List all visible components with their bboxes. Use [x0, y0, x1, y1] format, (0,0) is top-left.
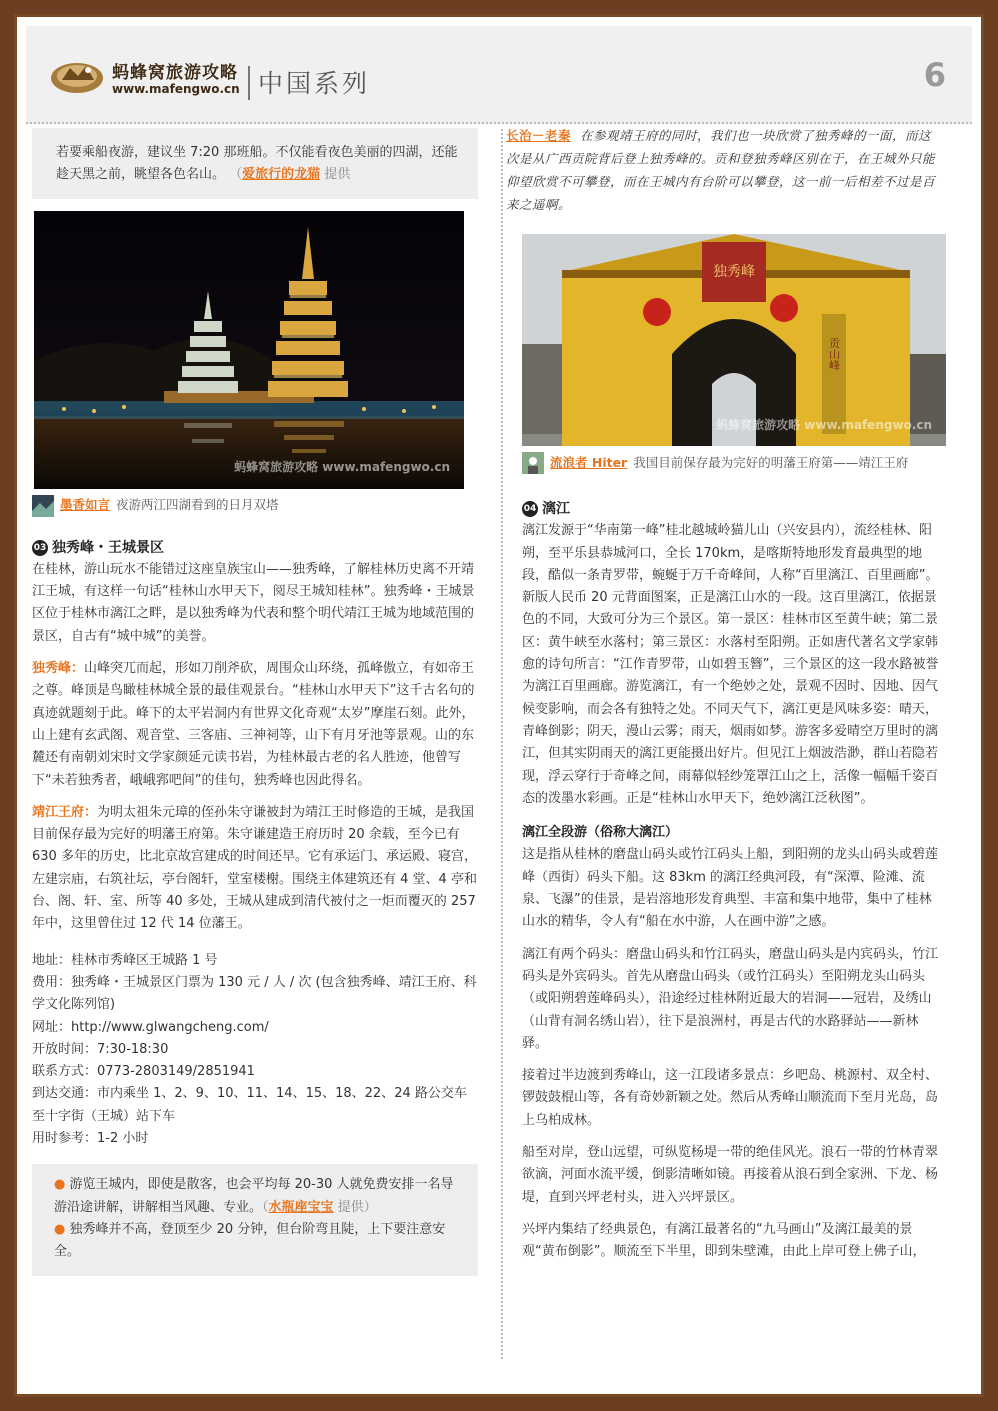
- photo2-author-link[interactable]: 流浪者 Hiter: [550, 454, 628, 470]
- section-title: 漓江: [542, 501, 570, 517]
- jingjiang-text: 为明太祖朱元璋的侄孙朱守谦被封为靖江王时修造的王城，是我国目前保存最为完好的明藩王府第。朱守谦建造王府历时 20 余载，至今已有 630 多年的历史，比北京故宫建成的时间还早。它有承运门、承运殿、寝宫，左建宗庙，右筑社坛，亭台阁轩，堂室楼榭。围绕主体建筑还有 4 堂、4 亭和台、阁、轩、室、所等 40 多处，王城从建成到清代被付之一炬而覆灭的 257 年中，这里曾住过 12 代 14 位藩王。: [32, 804, 477, 932]
- photo-author-link[interactable]: 墨香如言: [60, 497, 111, 513]
- info-list: [32, 950, 478, 1151]
- tip-text: 若要乘船夜游，建议坐 7:20 那班船。不仅能看夜色美丽的四湖，还能趁天黑之前，眺望各色名山。: [56, 145, 458, 183]
- mafengwo-logo-icon: [48, 56, 106, 96]
- section-heading-03: [32, 537, 478, 559]
- tip-box: 若要乘船夜游，建议坐 7:20 那班船。不仅能看夜色美丽的四湖，还能趁天黑之前，眺望各色名山。 （爱旅行的龙猫 提供: [32, 128, 478, 199]
- info-hours: 开放时间：7:30-18:30: [32, 1041, 169, 1057]
- jingjiang-paragraph: [32, 802, 478, 936]
- photo-caption-text: 夜游两江四湖看到的日月双塔: [116, 497, 279, 513]
- right-column: [506, 124, 942, 1264]
- info-transport: 到达交通：市内乘坐 1、2、9、10、11、14、15、18、22、24 路公交车至十字街（王城）站下车: [32, 1086, 467, 1124]
- photo-caption-2: [522, 450, 942, 476]
- column-divider: [501, 129, 503, 1359]
- brand-name: 蚂蜂窝旅游攻略: [112, 63, 238, 83]
- info-address: 地址：桂林市秀峰区王城路 1 号: [32, 952, 218, 968]
- tip2-author-link[interactable]: 水瓶座宝宝: [268, 1199, 334, 1215]
- bullet-icon: ●: [54, 1221, 66, 1237]
- duxiufeng-paragraph: [32, 658, 478, 792]
- lijiang-paragraph-1: 这是指从桂林的磨盘山码头或竹江码头上船，到阳朔的龙头山码头或碧莲峰（西街）码头下船。这 83km 的漓江经典河段，有“深潭、险滩、流泉、飞瀑”的佳景，是岩溶地形发育典型、丰富和集中地带，集中了桂林山水的精华，令人有“船在水中游，人在画中游”之感。: [522, 847, 939, 930]
- header-divider: [248, 66, 250, 100]
- lijiang-paragraph-4: 船至对岸，登山远望，可纵览杨堤一带的绝佳风光。浪石一带的竹林青翠欲滴，河面水流平缓，倒影清晰如镜。再接着从浪石到全家洲、下龙、杨堤，直到兴坪老村头，进入兴坪景区。: [522, 1145, 939, 1205]
- lijiang-intro: 漓江发源于“华南第一峰”桂北越城岭猫儿山（兴安县内），流经桂林、阳朔，至平乐县恭城河口，全长 170km，是喀斯特地形发育最典型的地段，酷似一条青罗带，蜿蜒于万千奇峰间，人称“百里漓江、百里画廊”。新版人民币 20 元背面图案，正是漓江山水的一段。这百里漓江，依据景色的不同，大致可分为三个景区。第一景区：桂林市区至黄牛峡；第二景区：黄牛峡至水落村；第三景区：水落村至阳朔。正如唐代著名文学家韩愈的诗句所言：“江作青罗带，山如碧玉簪”，三个景区的这一段水路被誉为漓江百里画廊。游览漓江，有一个绝妙之处，景观不因时、因地、因气候变影响，而会各有独特之处。不同天气下，漓江更是风味多姿：晴天，青峰倒影；阴天，漫山云雾；雨天，烟雨如梦。游客多爱晴空万里时的漓江，但其实阴雨天的漓江更能摄出好片。但见江上烟波浩渺，群山若隐若现，浮云穿行于奇峰之间，雨幕似轻纱笼罩江山之上，活像一幅幅千姿百态的泼墨水彩画。正是“桂林山水甲天下，绝妙漓江泛秋图”。: [522, 523, 939, 806]
- duxiufeng-label: 独秀峰：: [32, 661, 85, 677]
- section-number: 04: [522, 501, 538, 517]
- tip-suffix: 提供: [324, 167, 351, 183]
- tip-bullet-1: ● 游览王城内，即使是散客，也会平均每 20-30 人就免费安排一名导游沿途讲解，讲解相当风趣、专业。（水瓶座宝宝 提供）: [54, 1177, 454, 1215]
- tip-bullet-2: ● 独秀峰并不高，登顶至少 20 分钟，但台阶弯且陡，上下要注意安全。: [54, 1221, 446, 1260]
- brand-url: www.mafengwo.cn: [112, 82, 240, 96]
- left-column: [32, 128, 478, 1276]
- photo-caption: [32, 493, 478, 519]
- night-pagoda-photo: [34, 211, 464, 489]
- tip-box-2: [32, 1164, 478, 1275]
- info-duration: 用时参考：1-2 小时: [32, 1131, 149, 1147]
- author-avatar-icon[interactable]: [522, 452, 544, 474]
- lijiang-paragraph-5: 兴坪内集结了经典景色，有漓江最著名的“九马画山”及漓江最美的景观“黄布倒影”。顺流至下半里，即到朱壁滩，由此上岸可登上佛子山，: [522, 1221, 926, 1260]
- section-heading-04: [522, 498, 942, 520]
- info-website[interactable]: 网址：http://www.glwangcheng.com/: [32, 1019, 269, 1035]
- info-contact: 联系方式：0773-2803149/2851941: [32, 1064, 255, 1080]
- author-avatar-icon[interactable]: [32, 495, 54, 517]
- quote-text: 在参观靖王府的同时，我们也一块欣赏了独秀峰的一面，而这次是从广西贡院背后登上独秀峰的。贡和登独秀峰区别在于，在王城外只能仰望欣赏不可攀登，而在王城内有台阶可以攀登，这一前一后相差不过是百来之遥啊。: [506, 128, 936, 212]
- photo2-caption-text: 我国目前保存最为完好的明藩王府第——靖江王府: [633, 454, 909, 470]
- section-title: 独秀峰・王城景区: [52, 539, 164, 556]
- section-intro: 在桂林，游山玩水不能错过这座皇族宝山——独秀峰，了解桂林历史离不开靖江王城，有这样一句话“桂林山水甲天下，阅尽王城知桂林”。独秀峰・王城景区位于桂林市漓江之畔，是以独秀峰为代表和整个明代靖江王城为地域范围的景区，自古有“城中城”的美誉。: [32, 561, 475, 644]
- lijiang-full-title: 漓江全段游（俗称大漓江）: [522, 825, 679, 841]
- info-fee: 费用：独秀峰・王城景区门票为 130 元 / 人 / 次 (包含独秀峰、靖江王府、科学文化陈列馆): [32, 974, 477, 1013]
- page-number: 6: [923, 56, 946, 94]
- photo-watermark-2: 蚂蜂窝旅游攻略 www.mafengwo.cn: [716, 417, 932, 432]
- series-title: 中国系列: [258, 69, 371, 98]
- gate-plaque-text: 独秀峰: [713, 264, 755, 280]
- gate-side-text: 贡山峰: [827, 337, 841, 371]
- photo-watermark: 蚂蜂窝旅游攻略 www.mafengwo.cn: [234, 460, 450, 475]
- header: [26, 26, 972, 124]
- jingjiang-label: 靖江王府：: [32, 804, 98, 820]
- lijiang-paragraph-2: 漓江有两个码头：磨盘山码头和竹江码头，磨盘山码头是内宾码头，竹江码头是外宾码头。首先从磨盘山码头（或竹江码头）至阳朔龙头山码头（或阳朔碧莲峰码头），沿途经过桂林附近最大的岩洞——冠岩，及绣山（山背有洞名绣山岩），往下是浪洲村，再是古代的水路驿站——新林驿。: [522, 946, 939, 1051]
- night-pagoda-image: [34, 211, 464, 489]
- traveler-quote: [506, 124, 942, 216]
- wangfu-gate-photo: [522, 234, 946, 446]
- duxiufeng-text: 山峰突兀而起，形如刀削斧砍，周围众山环绕，孤峰傲立，有如帝王之尊。峰顶是鸟瞰桂林城全景的最佳观景台。“桂林山水甲天下”这千古名句的真迹就题刻于此。峰下的太平岩洞内有世界文化奇观“太岁”摩崖石刻。此外，山上建有玄武阁、观音堂、三客庙、三神祠等，山下有月牙池等景观。山的东麓还有南朝刘宋时文学家颜延元读书岩，为桂林最古老的名人胜迹，他曾写下“未若独秀者，峨峨郛吧间”的佳句，独秀峰也因此得名。: [32, 661, 475, 788]
- tip-author-link[interactable]: 爱旅行的龙猫: [242, 167, 321, 183]
- quote-author-link[interactable]: 长治－老秦: [506, 128, 572, 143]
- bullet-icon: ●: [54, 1177, 66, 1193]
- section-number: 03: [32, 540, 48, 556]
- lijiang-body: [522, 520, 942, 1263]
- lijiang-paragraph-3: 接着过半边渡到秀峰山，这一江段诸多景点：乡吧岛、桃源村、双全村、锣鼓鼓棍山等，各有奇妙新颖之处。然后从秀峰山顺流而下至月光岛，岛上乌柏成林。: [522, 1068, 939, 1128]
